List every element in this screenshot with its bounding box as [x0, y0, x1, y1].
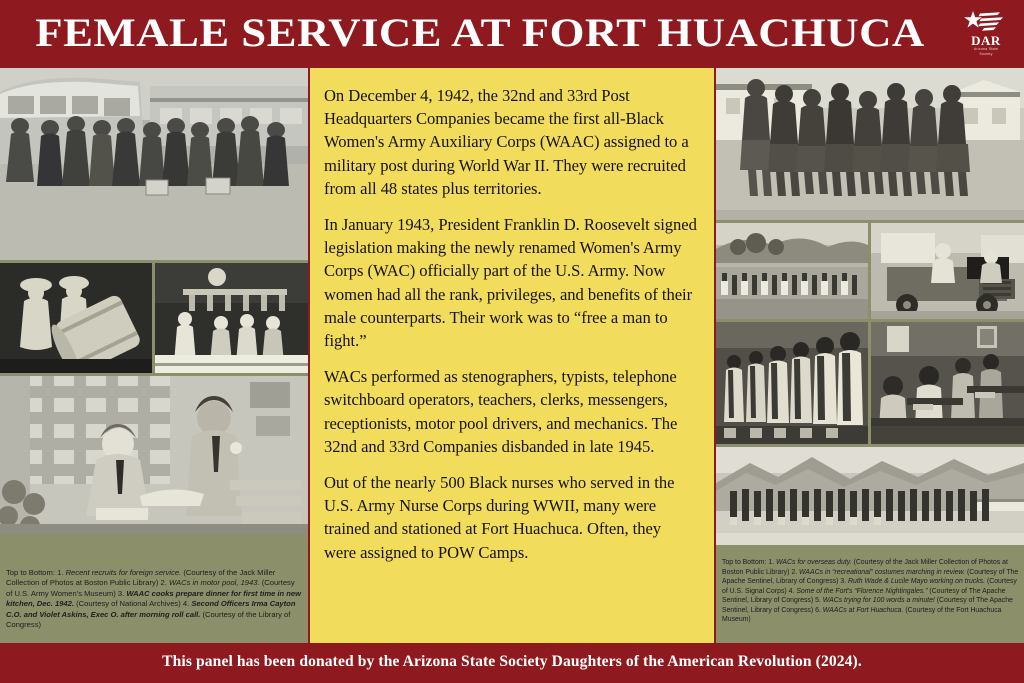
photo-wade-mayo-trucks: [871, 223, 1024, 319]
photo-waacs-at-fort-huachuca: [716, 447, 1024, 545]
left-photo-row-2: [0, 263, 308, 373]
left-caption-item-2-number: 2.: [160, 578, 167, 588]
left-caption-item-1-number: 1.: [57, 568, 64, 577]
left-caption-item-4-credit: (Courtesy of the Library of Congress): [6, 609, 291, 630]
right-caption-item-1-credit: (Courtesy of the Jack Miller Collection of Photos at Boston Public Library): [722, 559, 1008, 576]
left-caption-item-2-title: WACs in motor pool, 1943.: [168, 578, 260, 588]
panel-header: [0, 0, 1024, 68]
dar-wordmark: DAR: [971, 33, 1001, 48]
right-caption-item-1-number: 1.: [768, 559, 775, 566]
photo-wacs-motor-pool: [0, 263, 152, 373]
right-caption-item-6-credit: (Courtesy of the Fort Huachuca Museum): [722, 606, 1002, 623]
photo-waacs-recreational-costumes: [716, 223, 868, 319]
paragraph-4: Out of the nearly 500 Black nurses who served in the U.S. Army Nurse Corps during WWII, many were trained and stationed at Fort Huachuca. Often, they were assigned to POW Camps.: [324, 473, 675, 562]
left-caption-lead: Top to Bottom:: [6, 568, 55, 577]
right-caption-item-1-title: WACs for overseas duty.: [776, 559, 852, 566]
right-caption-item-4-number: 4.: [788, 587, 795, 595]
photo-waac-cooks-kitchen: [155, 263, 308, 373]
left-photo-row-1: [0, 68, 308, 260]
left-caption-item-1-title: Recent recruits for foreign service.: [65, 568, 182, 577]
right-caption-item-6-number: 6.: [815, 606, 821, 614]
right-photo-row-3: [716, 322, 1024, 444]
right-caption-item-4-credit: (Courtesy of The Apache Sentinel, Library of Congress): [722, 587, 1006, 604]
right-caption-item-3-number: 3.: [840, 578, 847, 585]
right-caption-item-3-title: Ruth Wade & Lucile Mayo working on trucks.: [848, 578, 986, 585]
page-title: FEMALE SERVICE AT FORT HUACHUCA: [35, 10, 925, 55]
right-photo-row-4: [716, 447, 1024, 545]
left-caption-item-4-number: 4.: [182, 599, 190, 609]
right-photo-row-2: [716, 223, 1024, 319]
paragraph-1: On December 4, 1942, the 32nd and 33rd Post Headquarters Companies became the first all-Black Women's Army Auxiliary Corps (WAAC) assigned to a military post during World War II. They were recruited from all 48 states plus territories.: [324, 86, 689, 198]
donation-credit: This panel has been donated by the Arizona State Society Daughters of the American Revolution (2024).: [162, 653, 862, 670]
paragraph-3: WACs performed as stenographers, typists, telephone switchboard operators, teachers, clerks, messengers, receptionists, motor pool drivers, and mechanics. The 32nd and 33rd Companies disbanded in late 1945.: [324, 367, 678, 456]
left-photo-caption: [0, 565, 308, 643]
right-caption-item-6-title: WAACs at Fort Huachuca.: [822, 606, 904, 614]
right-caption-item-5-number: 5.: [815, 597, 821, 604]
dar-star-icon: [960, 9, 1012, 33]
panel-content: [0, 68, 1024, 643]
photo-wacs-typing: [871, 322, 1024, 444]
dar-subtitle-line2: Society: [979, 52, 993, 56]
right-caption-item-5-title: WACs trying for 100 words a minute!: [822, 597, 935, 604]
left-caption-item-4-title: Second Officers Irma Cayton C.O. and Violet Askins, Exec O. after morning roll call.: [6, 599, 296, 619]
right-photo-caption: [716, 555, 1024, 643]
photo-officers-roll-call: [0, 376, 308, 534]
left-photo-row-3: [0, 376, 308, 534]
left-photo-montage: [0, 68, 308, 643]
panel-footer: [0, 643, 1024, 683]
dar-subtitle-line1: Arizona State: [973, 47, 999, 51]
photo-wacs-overseas-duty: [716, 68, 1024, 220]
right-caption-item-3-credit: (Courtesy of U.S. Signal Corps): [722, 578, 1017, 595]
photo-recruits-at-bus: [0, 68, 308, 260]
right-caption-item-2-credit: (Courtesy of The Apache Sentinel, Library of Congress): [722, 568, 1019, 585]
left-caption-item-3-title: WAAC cooks prepare dinner for first time in new kitchen, Dec. 1942.: [6, 588, 302, 609]
main-text-panel: [310, 68, 714, 643]
dar-logo: [960, 9, 1012, 61]
right-photo-row-1: [716, 68, 1024, 220]
right-caption-item-5-credit: (Courtesy of The Apache Sentinel, Library of Congress): [722, 597, 1013, 614]
left-caption-item-2-credit: (Courtesy of U.S. Army Women's Museum): [6, 578, 295, 598]
left-caption-item-3-number: 3.: [117, 588, 125, 598]
left-caption-item-1-credit: (Courtesy of the Jack Miller Collection of Photos at Boston Public Library): [6, 568, 276, 588]
right-caption-item-4-title: Some of the Fort's “Florence Nightingales.”: [796, 587, 928, 595]
left-caption-item-3-credit: (Courtesy of National Archives): [76, 599, 181, 609]
right-caption-lead: Top to Bottom:: [722, 559, 767, 566]
paragraph-2: In January 1943, President Franklin D. Roosevelt signed legislation making the newly renamed Women's Army Corps (WAC) officially part of the U.S. Army. Now women had all the rank, privileges, and benefits of their male counterparts. Their work was to “free a man to fight.”: [324, 215, 697, 351]
right-caption-item-2-title: WAACs in “recreational” costumes marching in review.: [799, 568, 966, 576]
right-caption-item-2-number: 2.: [791, 568, 798, 576]
photo-florence-nightingales: [716, 322, 868, 444]
